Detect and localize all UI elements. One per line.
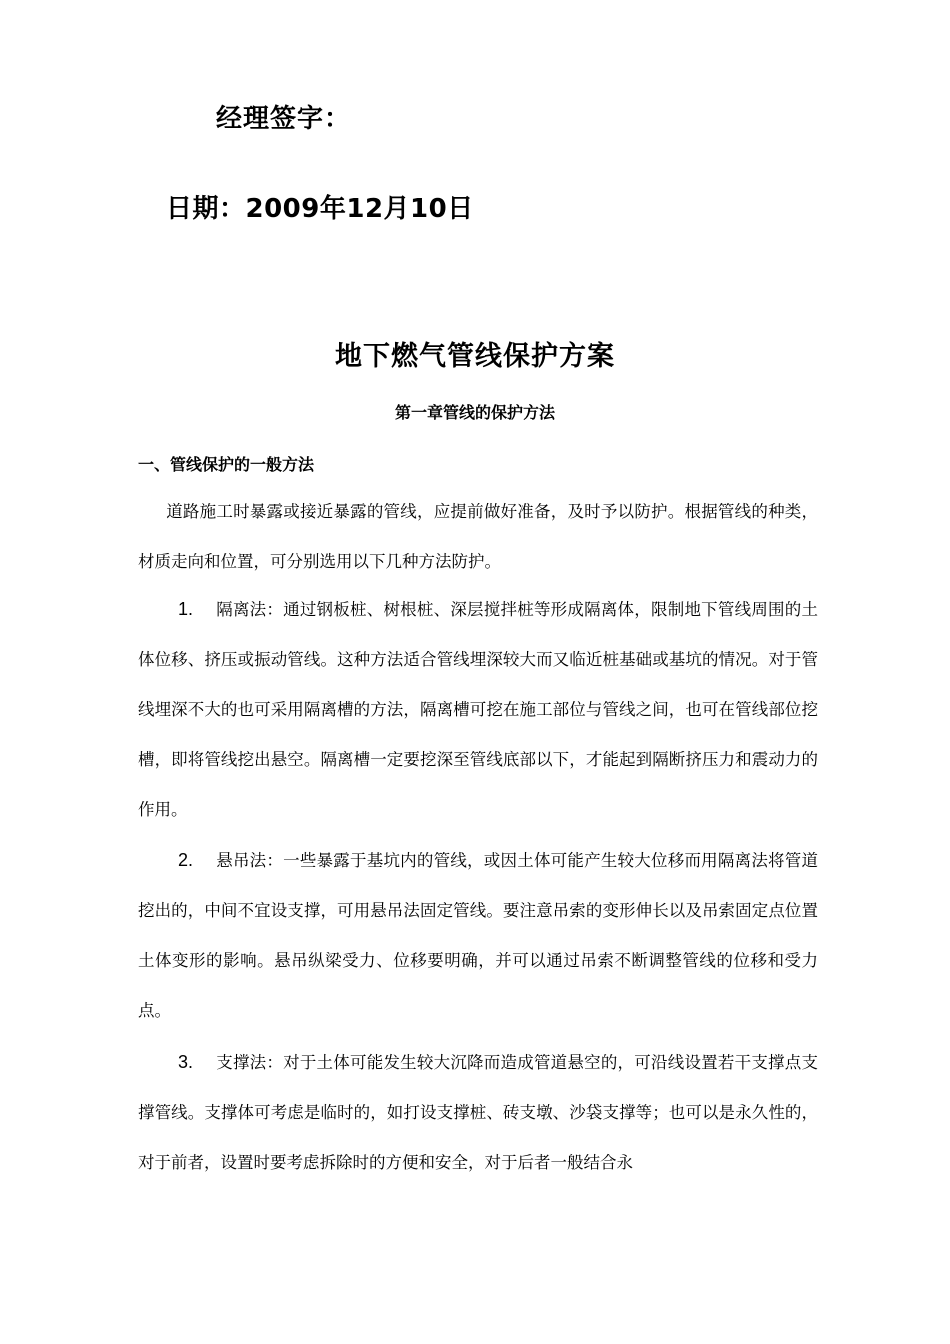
list-item-number: 2. xyxy=(178,850,194,870)
section-heading: 一、管线保护的一般方法 xyxy=(138,455,315,474)
list-item xyxy=(138,835,818,1036)
document-title: 地下燃气管线保护方案 xyxy=(335,341,615,372)
list-item xyxy=(138,1037,818,1188)
chapter-title: 第一章管线的保护方法 xyxy=(394,403,555,422)
intro-paragraph xyxy=(138,487,818,587)
list-item-text: 支撑法：对于土体可能发生较大沉降而造成管道悬空的，可沿线设置若干支撑点支撑管线。支撑体可考虑是临时的，如打设支撑桩、砖支墩、沙袋支撑等；也可以是永久性的，对于前者，设置时要考虑拆除时的方便和安全，对于后者一般结合永 xyxy=(138,1053,818,1172)
list-item-text: 隔离法：通过钢板桩、树根桩、深层搅拌桩等形成隔离体，限制地下管线周围的土体位移、挤压或振动管线。这种方法适合管线埋深较大而又临近桩基础或基坑的情况。对于管线埋深不大的也可采用隔离槽的方法，隔离槽可挖在施工部位与管线之间，也可在管线部位挖槽，即将管线挖出悬空。隔离槽一定要挖深至管线底部以下，才能起到隔断挤压力和震动力的作用。 xyxy=(138,600,818,819)
list-item xyxy=(138,584,818,835)
list-item-number: 3. xyxy=(178,1052,194,1072)
manager-signature-label: 经理签字： xyxy=(216,104,352,134)
intro-paragraph-text: 道路施工时暴露或接近暴露的管线，应提前做好准备，及时予以防护。根据管线的种类，材质走向和位置，可分别选用以下几种方法防护。 xyxy=(138,502,818,571)
list-item-number: 1. xyxy=(178,599,194,619)
date-line: 日期：2009年12月10日 xyxy=(166,194,474,224)
list-item-text: 悬吊法：一些暴露于基坑内的管线，或因土体可能产生较大位移而用隔离法将管道挖出的，中间不宜设支撑，可用悬吊法固定管线。要注意吊索的变形伸长以及吊索固定点位置土体变形的影响。悬吊纵梁受力、位移要明确，并可以通过吊索不断调整管线的位移和受力点。 xyxy=(138,851,818,1020)
